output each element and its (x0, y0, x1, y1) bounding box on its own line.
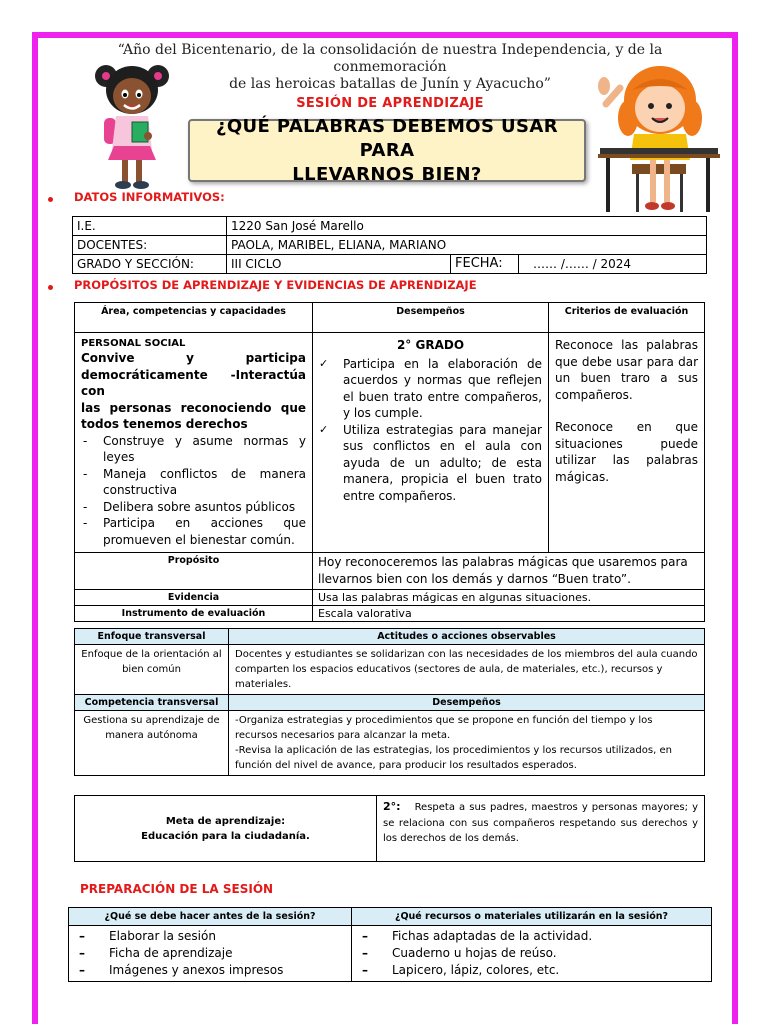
propositos-header-row (75, 303, 705, 333)
propositos-table (74, 302, 705, 622)
preparacion-content-row (69, 926, 712, 982)
criterios-cell (549, 333, 705, 553)
enfoque-header-row (75, 629, 705, 645)
desempeno-item (319, 422, 542, 505)
propositos-content-row (75, 333, 705, 553)
enfoque-name: Enfoque de la orientación al bien común (75, 645, 229, 695)
header-quote-line2: de las heroicas batallas de Junín y Ayacucho” (229, 76, 551, 92)
instrumento-value: Escala valorativa (313, 606, 705, 622)
competencia-line2: democráticamente -Interactúa con (81, 367, 306, 398)
competencia-desempeno-1: -Organiza estrategias y procedimientos que se propone en función del tiempo y los recursos necesarios para alcanzar la meta. (235, 715, 653, 741)
meta-text-cell (377, 796, 705, 862)
checkmark-icon: ✓ (319, 422, 329, 436)
fecha-label: FECHA: (451, 255, 519, 274)
grado-label: GRADO Y SECCIÓN: (73, 255, 227, 274)
evidencia-value: Usa las palabras mágicas en algunas situaciones. (313, 590, 705, 606)
preparacion-header-row (69, 908, 712, 926)
desempenos-cell (313, 333, 549, 553)
competencia-line4: todos tenemos derechos (81, 417, 248, 431)
meta-label-cell (75, 796, 377, 862)
bullet-propositos (48, 285, 53, 290)
propositos-heading: PROPÓSITOS DE APRENDIZAJE Y EVIDENCIAS DE APRENDIZAJE (74, 278, 477, 292)
docentes-value: PAOLA, MARIBEL, ELIANA, MARIANO (227, 236, 707, 255)
page-title-line2: LLEVARNOS BIEN? (292, 163, 482, 185)
capacidades-list (81, 433, 306, 549)
criterio-1: Reconoce las palabras que debe usar para dar un buen traro a sus compañeros. (555, 338, 698, 402)
competencia-line3: las personas reconociendo que (81, 400, 306, 415)
antes-item: – Imágenes y anexos impresos (77, 962, 343, 979)
antes-cell (69, 926, 352, 982)
col-actitudes-header: Actitudes o acciones observables (229, 629, 705, 645)
col-competencia-header: Competencia transversal (75, 695, 229, 711)
col-enfoque-header: Enfoque transversal (75, 629, 229, 645)
fecha-value: …… /…… / 2024 (519, 255, 707, 274)
datos-heading: DATOS INFORMATIVOS: (74, 190, 225, 204)
instrumento-row (75, 606, 705, 622)
col-desempenos-transversal-header: Desempeños (229, 695, 705, 711)
header-quote (80, 42, 700, 93)
col-criterios-header: Criterios de evaluación (549, 303, 705, 333)
competencia-name: Gestiona su aprendizaje de manera autónoma (75, 711, 229, 776)
enfoque-content-row (75, 645, 705, 695)
competencia-desempenos (229, 711, 705, 776)
proposito-value: Hoy reconoceremos las palabras mágicas que usaremos para llevarnos bien con los demás y darnos “Buen trato”. (313, 553, 705, 590)
competencia-desempeno-2: -Revisa la aplicación de las estrategias, los procedimientos y los recursos utilizados, en función del nivel de avance, para producir los resultados esperados. (235, 745, 672, 771)
enfoque-table (74, 628, 705, 776)
desempenos-list (319, 356, 542, 505)
datos-row-docentes (73, 236, 707, 255)
recursos-item: – Fichas adaptadas de la actividad. (360, 928, 703, 945)
col-antes-header: ¿Qué se debe hacer antes de la sesión? (69, 908, 352, 926)
instrumento-label: Instrumento de evaluación (75, 606, 313, 622)
area-cell (75, 333, 313, 553)
preparacion-table (68, 907, 712, 982)
evidencia-label: Evidencia (75, 590, 313, 606)
recursos-list (360, 928, 703, 979)
desempeno-text: Participa en la elaboración de acuerdos y normas que reflejen el buen trato entre compañeros, y los cumple. (343, 356, 542, 420)
enfoque-actitudes: Docentes y estudiantes se solidarizan con las necesidades de los miembros del aula cuando comparten los espacios educativos (sectores de aula, de materiales, etc.), recursos y materiales. (229, 645, 705, 695)
capacidad-item: - Delibera sobre asuntos públicos (81, 499, 306, 516)
capacidad-item: - Construye y asume normas y leyes (81, 433, 306, 466)
proposito-label: Propósito (75, 553, 313, 590)
grado-heading: 2° GRADO (396, 338, 465, 352)
preparacion-heading: PREPARACIÓN DE LA SESIÓN (80, 882, 274, 896)
antes-item: – Elaborar la sesión (77, 928, 343, 945)
meta-grado: 2°: (383, 800, 401, 813)
datos-row-ie (73, 217, 707, 236)
recursos-cell (352, 926, 712, 982)
antes-list (77, 928, 343, 979)
ie-label: I.E. (73, 217, 227, 236)
checkmark-icon: ✓ (319, 356, 329, 370)
title-box (188, 115, 586, 185)
competencia-header-row (75, 695, 705, 711)
meta-label-line1: Meta de aprendizaje: (165, 815, 286, 827)
area-title: PERSONAL SOCIAL (81, 338, 186, 349)
docentes-label: DOCENTES: (73, 236, 227, 255)
ie-value: 1220 San José Marello (227, 217, 707, 236)
datos-table (72, 216, 707, 274)
header-quote-line1: “Año del Bicentenario, de la consolidación de nuestra Independencia, y de la conmemoración (117, 42, 663, 75)
desempeno-item (319, 356, 542, 422)
meta-table (74, 795, 705, 862)
col-area-header: Área, competencias y capacidades (75, 303, 313, 333)
col-desempenos-header: Desempeños (313, 303, 549, 333)
competencia-line1: Convive y participa (81, 351, 306, 365)
recursos-item: – Lapicero, lápiz, colores, etc. (360, 962, 703, 979)
page-title-line1: ¿QUÉ PALABRAS DEBEMOS USAR PARA (215, 115, 558, 161)
competencia-content-row (75, 711, 705, 776)
meta-row (75, 796, 705, 862)
evidencia-row (75, 590, 705, 606)
capacidad-item: - Participa en acciones que promueven el bienestar común. (81, 515, 306, 548)
col-recursos-header: ¿Qué recursos o materiales utilizarán en la sesión? (352, 908, 712, 926)
recursos-item: – Cuaderno u hojas de reúso. (360, 945, 703, 962)
antes-item: – Ficha de aprendizaje (77, 945, 343, 962)
meta-label-line2: Educación para la ciudadanía. (141, 830, 310, 842)
session-label: SESIÓN DE APRENDIZAJE (296, 96, 484, 111)
grado-value: III CICLO (227, 255, 451, 274)
desempeno-text: Utiliza estrategias para manejar sus conflictos en el aula con ayuda de un adulto; de esta manera, propicia el buen trato entre compañeros. (343, 422, 542, 503)
page-title (190, 115, 584, 185)
proposito-row (75, 553, 705, 590)
criterio-2: Reconoce en que situaciones puede utilizar las palabras mágicas. (555, 420, 698, 484)
datos-row-grado (73, 255, 707, 274)
bullet-datos (48, 197, 53, 202)
capacidad-item: - Maneja conflictos de manera constructiva (81, 466, 306, 499)
meta-text: Respeta a sus padres, maestros y personas mayores; y se relaciona con sus compañeros respetando sus derechos y los derechos de los demás. (383, 802, 698, 844)
